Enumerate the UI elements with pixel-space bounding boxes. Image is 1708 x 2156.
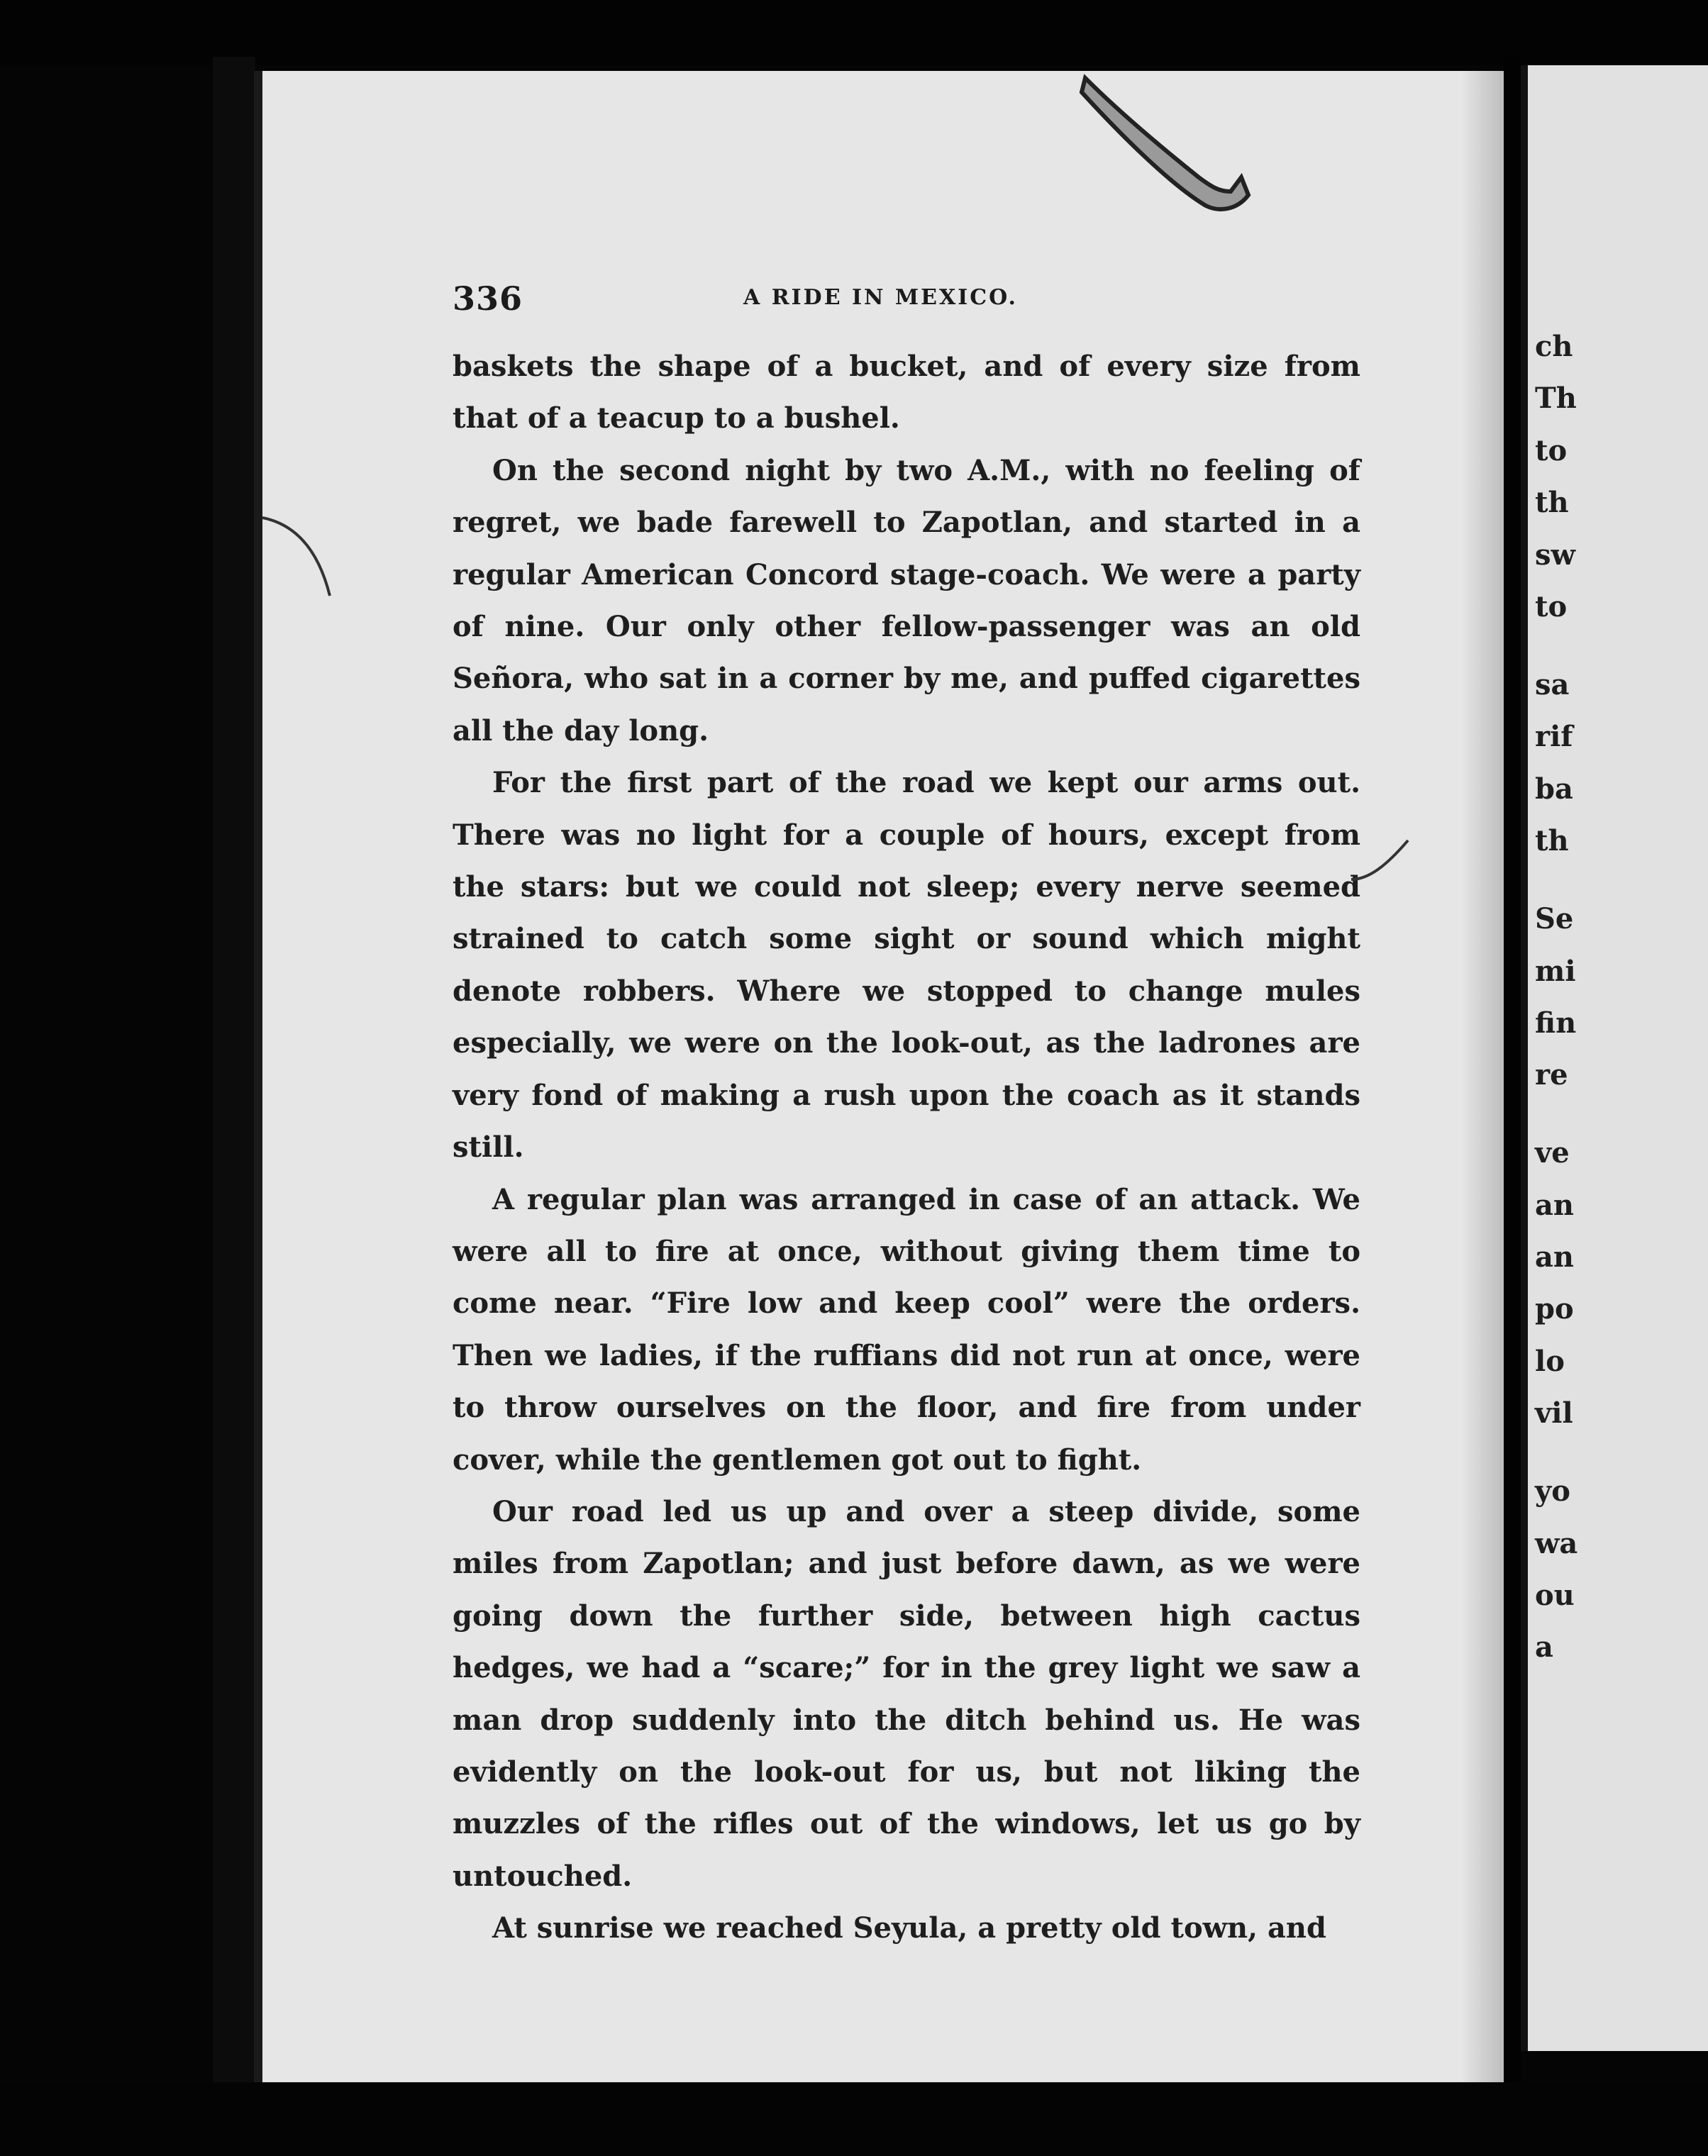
fragment: ba — [1535, 772, 1573, 806]
fragment: wa — [1535, 1526, 1578, 1560]
fragment: to — [1535, 589, 1568, 623]
scan-border-top — [0, 0, 1708, 65]
scan-border-bottom — [0, 2082, 1708, 2156]
fragment: lo — [1535, 1344, 1565, 1378]
fragment: sa — [1535, 667, 1570, 701]
paragraph-2: On the second night by two A.M., with no feeling of regret, we bade farewell to Zapotlan, and started in a regular American Concord stage-coach. We were a party of nine. Our only other fellow-passenger was an old Señora, who sat in a corner by me, and puffed cigarettes all the day long. — [453, 453, 1360, 748]
facing-page — [1521, 65, 1708, 2051]
fragment: ve — [1535, 1136, 1570, 1170]
fragment: rif — [1535, 720, 1573, 754]
fragment: th — [1535, 486, 1569, 520]
fragment: a — [1535, 1630, 1553, 1665]
margin-stroke-right — [1348, 837, 1412, 894]
facing-page-text — [1535, 321, 1705, 1674]
margin-stroke-left — [262, 511, 348, 610]
fragment: an — [1535, 1188, 1574, 1222]
fragment: Se — [1535, 902, 1574, 936]
fragment: sw — [1535, 538, 1575, 572]
fragment: an — [1535, 1240, 1574, 1274]
fragment: to — [1535, 433, 1568, 467]
fragment: po — [1535, 1292, 1574, 1326]
fragment: yo — [1535, 1474, 1570, 1508]
fragment: vil — [1535, 1396, 1573, 1430]
fragment: mi — [1535, 954, 1576, 988]
paragraph-5: Our road led us up and over a steep divide, some miles from Zapotlan; and just before dawn, as we were going down the further side, between high cactus hedges, we had a “scare;” for in the grey light we saw a man drop suddenly into the ditch behind us. He was evidently on the look-out for us, but not liking the muzzles of the rifles out of the windows, let us go by untouched. — [453, 1494, 1360, 1893]
paragraph-3: For the first part of the road we kept our arms out. There was no light for a couple of hours, except from the stars: but we could not sleep; every nerve seemed strained to catch some sight or sound which might denote robbers. Where we stopped to change mules especially, we were on the look-out, as the ladrones are very fond of making a rush upon the coach as it stands still. — [453, 766, 1360, 1165]
book-page — [254, 71, 1504, 2082]
page-edge-shadow — [1461, 71, 1504, 2082]
page-gutter — [1504, 57, 1521, 2113]
fragment: ch — [1535, 330, 1573, 363]
fragment: Th — [1535, 382, 1577, 416]
fragment: fin — [1535, 1006, 1577, 1040]
fragment: th — [1535, 824, 1569, 858]
page-header — [453, 279, 1360, 322]
paragraph-6: At sunrise we reached Seyula, a pretty old town, and — [492, 1911, 1326, 1945]
fragment: re — [1535, 1058, 1568, 1092]
paragraph-4: A regular plan was arranged in case of an attack. We were all to fire at once, without giving them time to come near. “Fire low and keep cool” were the orders. Then we ladies, if the ruffians did not run at once, were to throw ourselves on the floor, and fire from under cover, while the gentlemen got out to fight. — [453, 1182, 1360, 1477]
bookmark-ribbon — [1078, 71, 1263, 227]
body-text — [453, 340, 1360, 1955]
running-head: A RIDE IN MEXICO. — [743, 285, 1018, 310]
page-number: 336 — [453, 279, 523, 318]
scan-border-left — [213, 57, 255, 2099]
paragraph-1: baskets the shape of a bucket, and of every size from that of a teacup to a bushel. — [453, 350, 1360, 435]
fragment: ou — [1535, 1579, 1575, 1613]
